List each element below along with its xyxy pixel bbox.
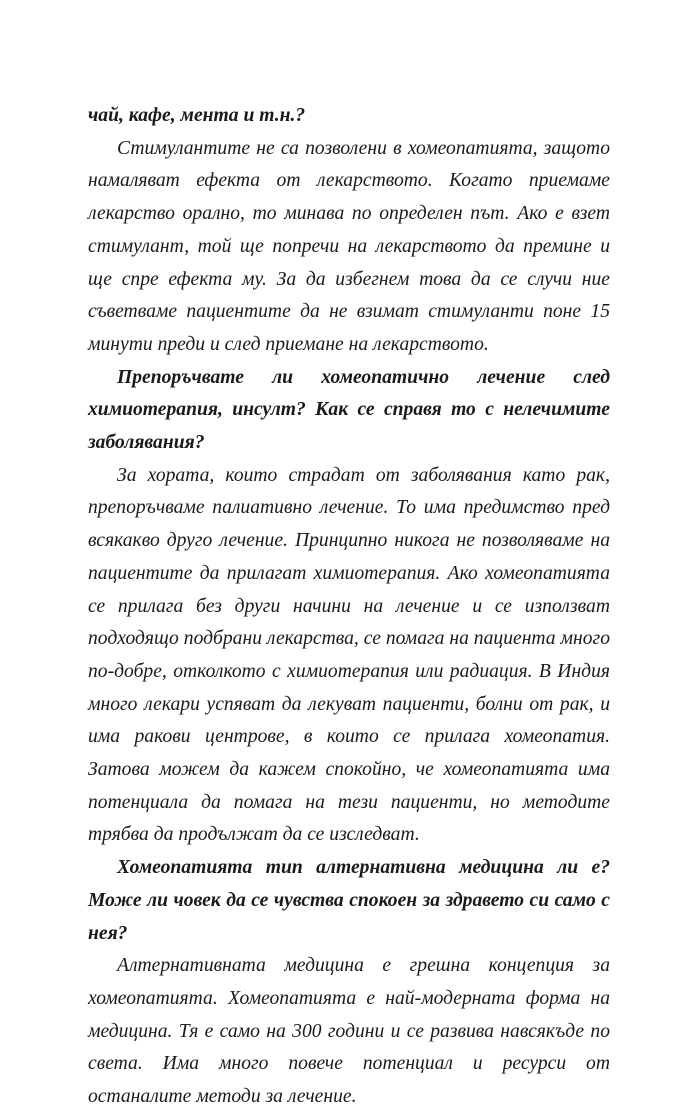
question-alternative-medicine: Хомеопатията тип алтернативна медицина ли е? Може ли човек да се чувства спокоен за здравето си само с нея? bbox=[88, 857, 610, 944]
answer-alternative-medicine: Алтернативната медицина е грешна концепция за хомеопатията. Хомеопатията е най-модерната форма на медицина. Тя е само на 300 години и се развива навсякъде по света. Има много повече потенциал и ресурси от останалите методи за лечение. bbox=[88, 955, 610, 1108]
book-page-text bbox=[88, 100, 610, 1114]
answer-stimulants: Стимулантите не са позволени в хомеопатията, защото намаляват ефекта от лекарството. Когато приемаме лекарство орално, то минава по определен път. Ако е взет стимулант, той ще попречи на лекарството да премине и ще спре ефекта му. За да избегнем това да се случи ние съветваме пациентите да не взимат стимуланти поне 15 минути преди и след приемане на лекарството. bbox=[88, 137, 610, 355]
question-chemotherapy: Препоръчвате ли хомеопатично лечение след химиотерапия, инсулт? Как се справя то с нелечимите заболявания? bbox=[88, 366, 610, 454]
answer-chemotherapy: За хората, които страдат от заболявания като рак, препоръчваме палиативно лечение. То има предимство пред всякакво друго лечение. Принципно никога не позволяваме на пациентите да прилагат химиотерапия. Ако хомеопатията се прилага без други начини на лечение и се използват подходящо подбрани лекарства, се помага на пациента много по-добре, отколкото с химиотерапия или радиация. В Индия много лекари успяват да лекуват пациенти, болни от рак, и има ракови центрове, в които се прилага хомеопатия. Затова можем да кажем спокойно, че хомеопатията има потенциала да помага на тези пациенти, но методите трябва да продължат да се изследват. bbox=[88, 464, 610, 846]
question-continuation: чай, кафе, мента и т.н.? bbox=[88, 105, 306, 126]
